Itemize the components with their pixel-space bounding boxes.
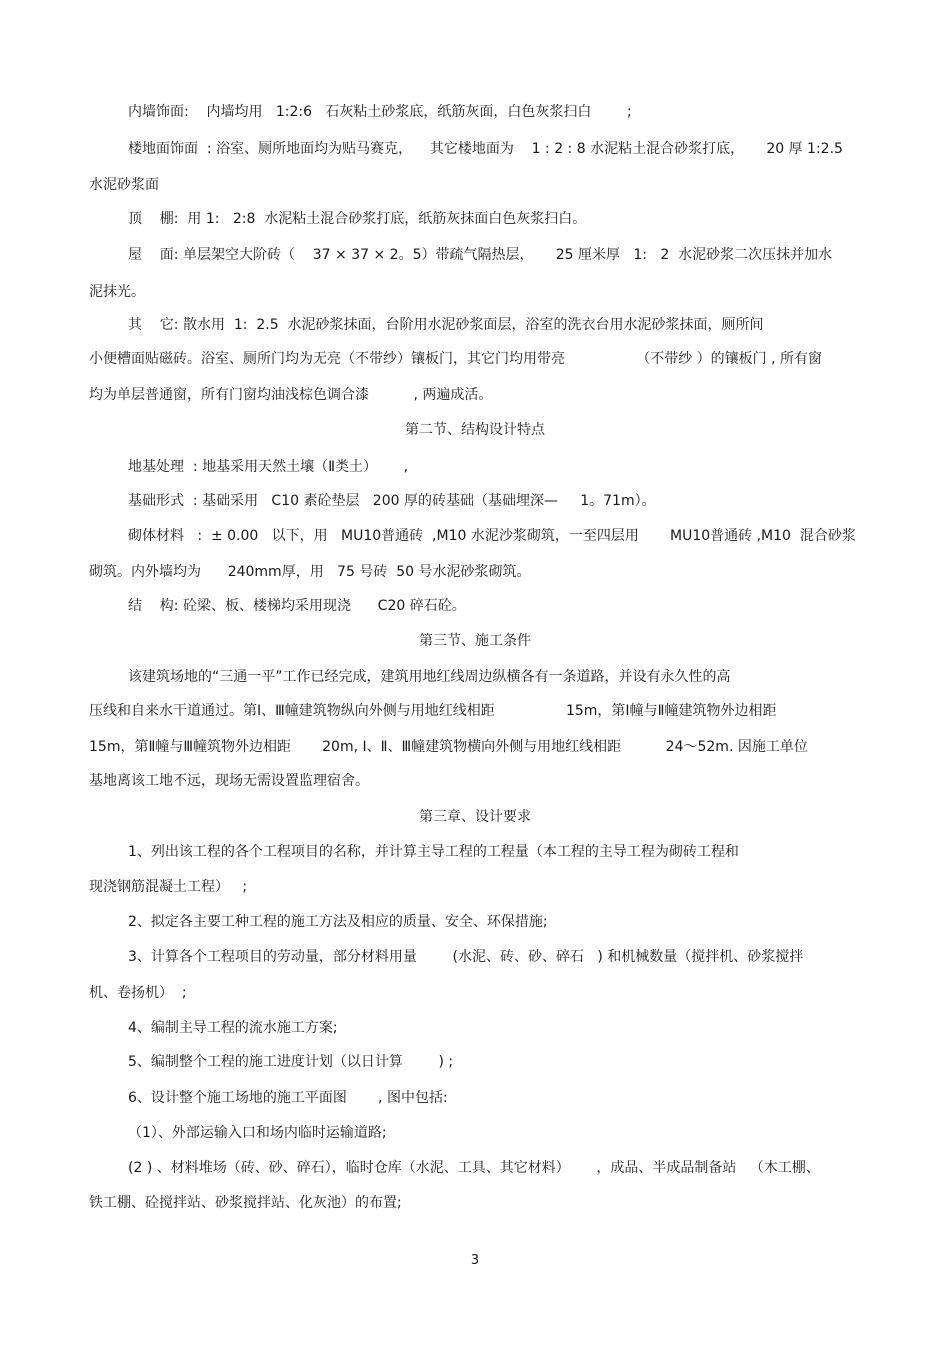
requirement-6-item-2-cont: 铁工棚、砼搅拌站、砂浆搅拌站、化灰池）的布置;: [89, 1195, 402, 1211]
site-conditions-line-1: 该建筑场地的“三通一平”工作已经完成，建筑用地红线周边纵横各有一条道路，并设有永久性的高: [128, 669, 731, 685]
masonry-material-line-cont: 砌筑。内外墙均为 240mm厚，用 75 号砖 50 号水泥砂浆砌筑。: [89, 564, 531, 580]
others-line-cont-2: 均为单层普通窗，所有门窗均油浅棕色调合漆 , 两遍成活。: [89, 387, 493, 403]
requirement-2-line: 2、拟定各主要工种工程的施工方法及相应的质量、安全、环保措施;: [128, 914, 548, 930]
roof-line-cont: 泥抹光。: [89, 284, 145, 300]
chapter-3-heading: 第三章、设计要求: [419, 809, 531, 825]
requirement-6-item-2: (2 ) 、材料堆场（砖、砂、碎石），临时仓库（水泥、工具、其它材料） ，成品、半成品制备站 （木工棚、: [128, 1160, 820, 1176]
section-2-heading: 第二节、结构设计特点: [405, 422, 545, 438]
requirement-6-item-1: （1）、外部运输入口和场内临时运输道路;: [128, 1125, 387, 1141]
requirement-1-line-cont: 现浇钢筋混凝土工程） ;: [89, 879, 248, 895]
requirement-3-line-cont: 机、卷扬机） ;: [89, 985, 187, 1001]
masonry-material-line: 砌体材料 : ± 0.00 以下，用 MU10普通砖 ,M10 水泥沙浆砌筑，一至四层用 MU10普通砖 ,M10 混合砂浆: [128, 528, 856, 544]
structure-line: 结 构: 砼梁、板、楼梯均采用现浇 C20 碎石砼。: [128, 598, 466, 614]
floor-finish-line: 楼地面饰面 : 浴室、厕所地面均为贴马赛克， 其它楼地面为 1 : 2 : 8 水泥粘土混合砂浆打底， 20 厚 1:2.5: [128, 141, 843, 157]
requirement-1-line: 1、列出该工程的各个工程项目的名称，并计算主导工程的工程量（本工程的主导工程为砌砖工程和: [128, 844, 739, 860]
requirement-3-line: 3、计算各个工程项目的劳动量，部分材料用量 (水泥、砖、砂、碎石 ) 和机械数量（搅拌机、砂浆搅拌: [128, 949, 804, 965]
section-3-heading: 第三节、施工条件: [419, 633, 531, 649]
requirement-6-line: 6、设计整个施工场地的施工平面图 , 图中包括:: [128, 1090, 448, 1106]
requirement-5-line: 5、编制整个工程的施工进度计划（以日计算 ) ;: [128, 1054, 454, 1070]
site-conditions-line-3: 15m，第Ⅱ幢与Ⅲ幢筑物外边相距 20m, Ⅰ、Ⅱ、Ⅲ幢建筑物横向外侧与用地红线相距 24～52m. 因施工单位: [89, 739, 808, 755]
roof-line: 屋 面: 单层架空大阶砖（ 37 × 37 × 2。5）带疏气隔热层， 25 厘米厚 1: 2 水泥砂浆二次压抹并加水: [128, 247, 833, 263]
foundation-form-line: 基础形式 : 基础采用 C10 素砼垫层 200 厚的砖基础（基础埋深— 1。71m）。: [128, 493, 656, 509]
others-line-cont-1: 小便槽面贴磁砖。浴室、厕所门均为无亮（不带纱）镶板门，其它门均用带亮 （不带纱 ）的镶板门 , 所有窗: [89, 351, 823, 367]
interior-wall-finish-line: 内墙饰面: 内墙均用 1:2:6 石灰粘土砂浆底，纸筋灰面，白色灰浆扫白 ;: [128, 104, 632, 120]
foundation-treatment-line: 地基处理 : 地基采用天然土壤（Ⅱ类土） ,: [128, 459, 409, 475]
requirement-4-line: 4、编制主导工程的流水施工方案;: [128, 1020, 338, 1036]
others-line: 其 它: 散水用 1: 2.5 水泥砂浆抹面，台阶用水泥砂浆面层，浴室的洗衣台用水泥砂浆抹面，厕所间: [128, 317, 764, 333]
site-conditions-line-2: 压线和自来水干道通过。第Ⅰ、Ⅲ幢建筑物纵向外侧与用地红线相距 15m，第Ⅰ幢与Ⅱ幢建筑物外边相距: [89, 703, 777, 719]
floor-finish-line-cont: 水泥砂浆面: [89, 177, 159, 193]
page-number: 3: [470, 1253, 480, 1268]
ceiling-line: 顶 棚: 用 1: 2:8 水泥粘土混合砂浆打底，纸筋灰抹面白色灰浆扫白。: [128, 211, 587, 227]
site-conditions-line-4: 基地离该工地不远，现场无需设置监理宿舍。: [89, 773, 369, 789]
